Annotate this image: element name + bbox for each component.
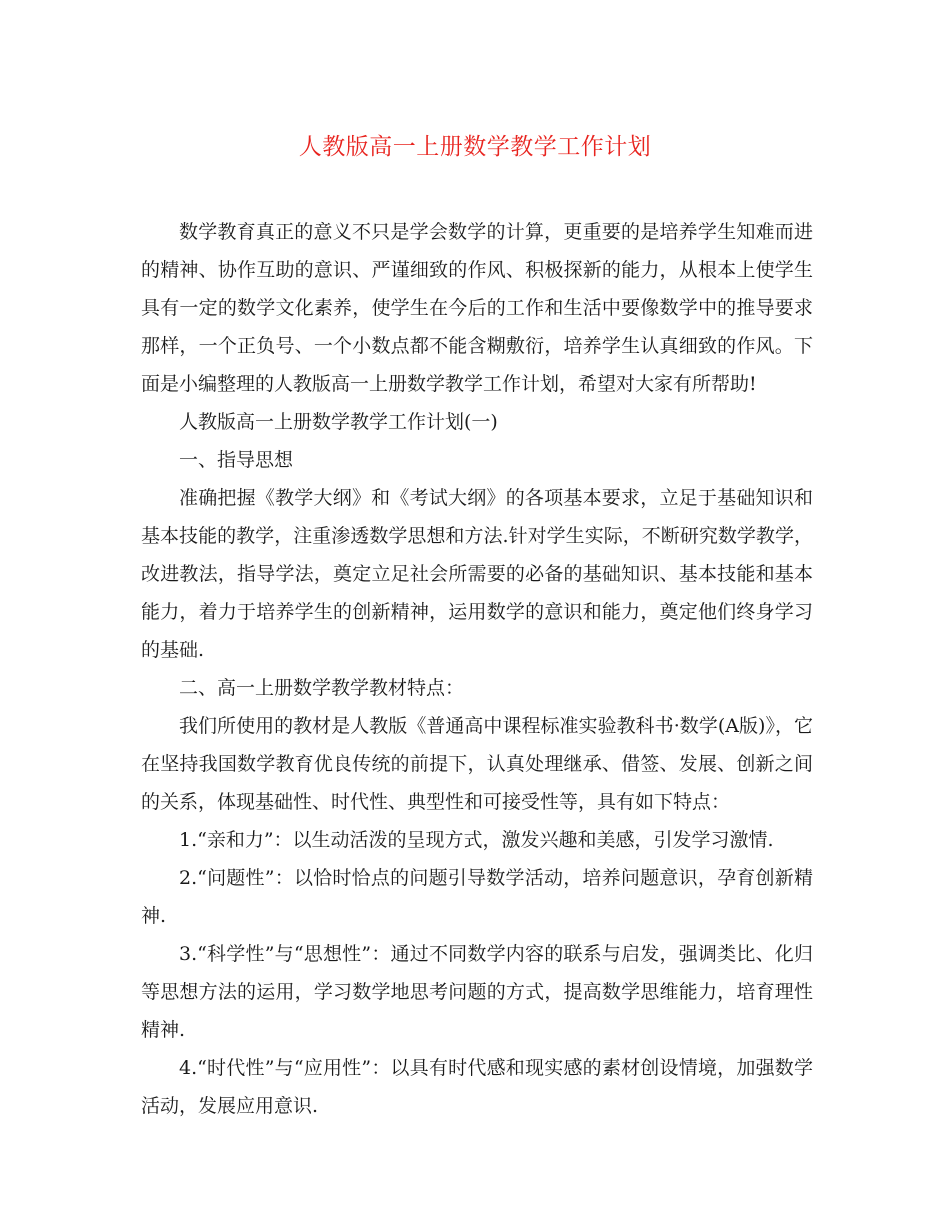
document-title: 人教版高一上册数学教学工作计划: [298, 134, 652, 160]
paragraph-feature-4: 4.“时代性”与“应用性”：以具有时代感和现实感的素材创设情境，加强数学活动，发展应用意识.: [141, 1057, 813, 1117]
paragraph-intro: 数学教育真正的意义不只是学会数学的计算，更重要的是培养学生知难而进的精神、协作互助的意识、严谨细致的作风、积极探新的能力，从根本上使学生具有一定的数学文化素养，使学生在今后的工作和生活中要像数学中的推导要求那样，一个正负号、一个小数点都不能含糊敷衍，培养学生认真细致的作风。下面是小编整理的人教版高一上册数学教学工作计划，希望对大家有所帮助!: [141, 221, 813, 395]
paragraph-section-one-heading: 一、指导思想: [179, 449, 294, 471]
paragraph-textbook: 我们所使用的教材是人教版《普通高中课程标准实验教科书·数学(A版)》，它在坚持我国数学教育优良传统的前提下，认真处理继承、借签、发展、创新之间的关系，体现基础性、时代性、典型性和可接受性等，具有如下特点：: [141, 715, 813, 813]
paragraph-section-two-heading: 二、高一上册数学教学教材特点：: [179, 677, 465, 699]
document-body: [141, 213, 813, 1125]
paragraph-guiding-ideas: 准确把握《教学大纲》和《考试大纲》的各项基本要求，立足于基础知识和基本技能的教学，注重渗透数学思想和方法.针对学生实际，不断研究数学教学，改进教法，指导学法，奠定立足社会所需要的必备的基础知识、基本技能和基本能力，着力于培养学生的创新精神，运用数学的意识和能力，奠定他们终身学习的基础.: [141, 487, 813, 661]
paragraph-feature-2: 2.“问题性”：以恰时恰点的问题引导数学活动，培养问题意识，孕育创新精神.: [141, 867, 813, 927]
paragraph-feature-3: 3.“科学性”与“思想性”：通过不同数学内容的联系与启发，强调类比、化归等思想方法的运用，学习数学地思考问题的方式，提高数学思维能力，培育理性精神.: [141, 943, 813, 1041]
paragraph-feature-1: 1.“亲和力”：以生动活泼的呈现方式，激发兴趣和美感，引发学习激情.: [179, 829, 774, 851]
paragraph-plan-heading: 人教版高一上册数学教学工作计划(一): [179, 411, 498, 433]
